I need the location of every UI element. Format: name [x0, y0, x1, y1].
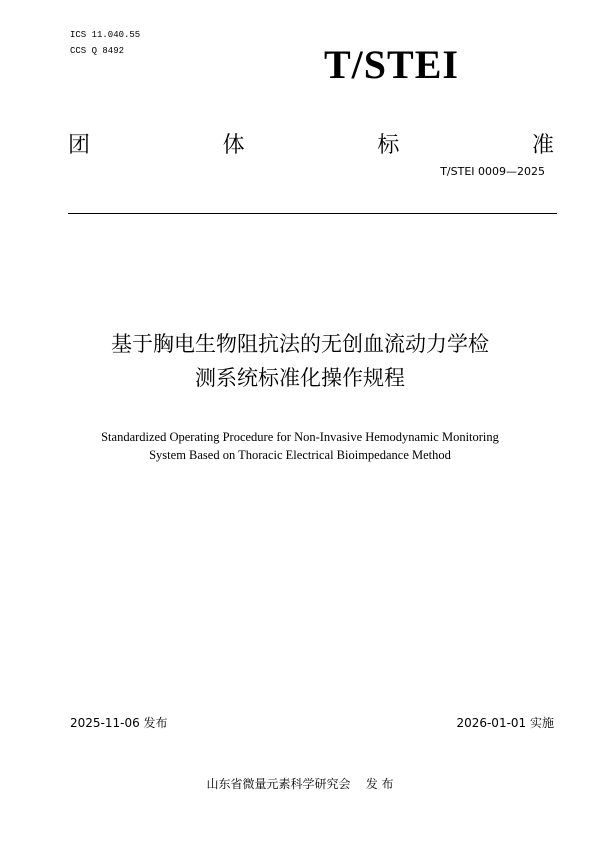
ccs-code: CCS Q 8492: [70, 46, 125, 56]
header-divider: [68, 213, 557, 214]
implementation-date: 2026-01-01 实施: [456, 716, 554, 730]
english-title-line: Standardized Operating Procedure for Non-Invasive Hemodynamic Monitoring: [101, 430, 499, 444]
chinese-title: [0, 327, 600, 395]
standard-type-char: 准: [531, 133, 554, 158]
standard-number: T/STEI 0009—2025: [440, 165, 545, 178]
standard-type-char: 标: [377, 133, 400, 158]
chinese-title-line: 基于胸电生物阻抗法的无创血流动力学检: [111, 332, 489, 356]
issuing-organization: 山东省微量元素科学研究会 发 布: [206, 777, 394, 791]
publication-date: 2025-11-06 发布: [70, 716, 168, 730]
ics-code: ICS 11.040.55: [70, 30, 141, 40]
standard-type-heading: [68, 132, 554, 160]
standard-type-char: 体: [222, 133, 245, 158]
english-title: [0, 428, 600, 464]
english-title-line: System Based on Thoracic Electrical Bioimpedance Method: [149, 448, 451, 462]
chinese-title-line: 测系统标准化操作规程: [195, 366, 405, 390]
standard-logo: T/STEI: [324, 42, 459, 87]
standard-type-char: 团: [68, 133, 91, 158]
